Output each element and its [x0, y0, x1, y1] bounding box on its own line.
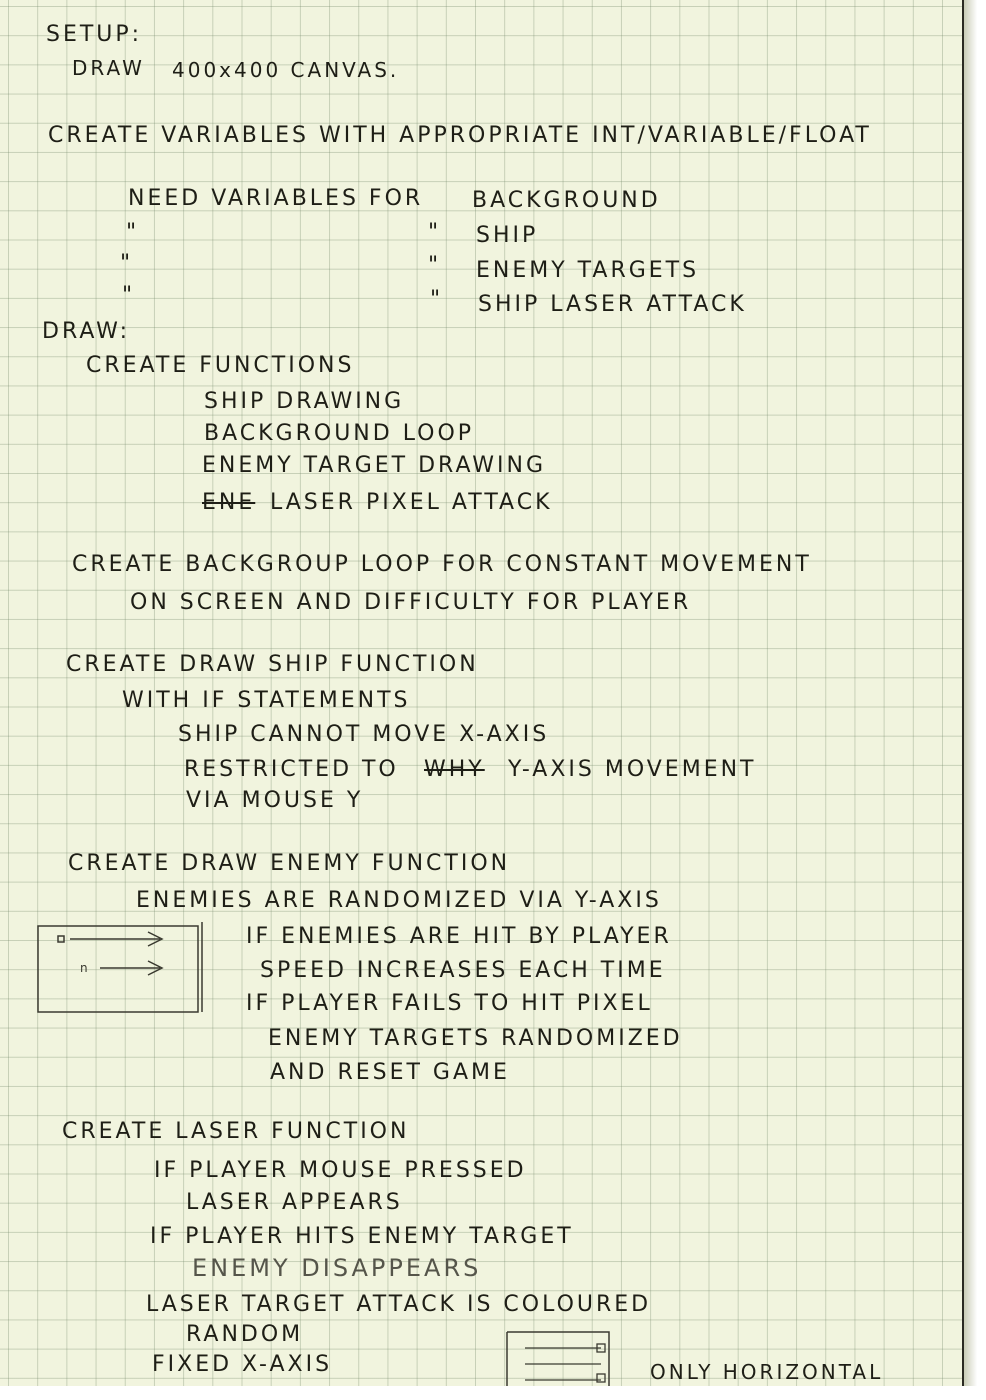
page-bottom-edge — [0, 1386, 986, 1400]
background-loop-line: ON SCREEN AND DIFFICULTY FOR PLAYER — [130, 590, 692, 615]
ditto-mark: " — [120, 251, 134, 276]
function-item: LASER PIXEL ATTACK — [270, 490, 553, 515]
ditto-mark: " — [122, 283, 136, 308]
enemy-function-heading: CREATE DRAW ENEMY FUNCTION — [68, 851, 511, 876]
laser-function-heading: CREATE LASER FUNCTION — [62, 1119, 410, 1144]
ship-function-line: SHIP CANNOT MOVE X-AXIS — [178, 722, 550, 747]
page-edge — [962, 0, 986, 1400]
enemy-function-line: IF PLAYER FAILS TO HIT PIXEL — [246, 991, 653, 1016]
variable-item: SHIP LASER ATTACK — [478, 292, 747, 317]
laser-sketch-note: ONLY HORIZONTAL — [650, 1360, 884, 1384]
laser-function-line: IF PLAYER HITS ENEMY TARGET — [150, 1224, 574, 1249]
ship-function-line: WITH IF STATEMENTS — [122, 688, 411, 713]
ditto-mark: " — [428, 220, 442, 245]
setup-draw-label: DRAW — [72, 56, 145, 80]
function-item: ENEMY TARGET DRAWING — [202, 453, 547, 478]
need-variables-label: NEED VARIABLES FOR — [128, 186, 424, 211]
ship-function-heading: CREATE DRAW SHIP FUNCTION — [66, 652, 479, 677]
variable-item: SHIP — [476, 223, 539, 248]
variable-item: BACKGROUND — [472, 188, 661, 213]
variable-item: ENEMY TARGETS — [476, 258, 700, 283]
enemy-function-line: AND RESET GAME — [270, 1060, 510, 1085]
svg-text:n: n — [80, 961, 88, 975]
ditto-mark: " — [428, 253, 442, 278]
struck-out-word: ENE — [202, 490, 256, 515]
laser-function-line: ENEMY DISAPPEARS — [192, 1254, 482, 1282]
enemy-function-line: SPEED INCREASES EACH TIME — [260, 958, 666, 983]
setup-canvas-size: 400x400 CANVAS. — [172, 58, 400, 82]
create-functions-label: CREATE FUNCTIONS — [86, 353, 355, 378]
struck-out-word: WHY — [424, 757, 485, 782]
ship-function-line: Y-AXIS MOVEMENT — [508, 757, 757, 782]
background-loop-line: CREATE BACKGROUP LOOP FOR CONSTANT MOVEMENT — [72, 552, 812, 577]
draw-heading: DRAW: — [42, 319, 131, 344]
laser-function-line: IF PLAYER MOUSE PRESSED — [154, 1158, 527, 1183]
laser-function-line: RANDOM — [186, 1322, 304, 1347]
enemy-function-line: IF ENEMIES ARE HIT BY PLAYER — [246, 924, 672, 949]
variables-intro: CREATE VARIABLES WITH APPROPRIATE INT/VARIABLE/FLOAT — [48, 123, 872, 148]
function-item: SHIP DRAWING — [204, 389, 405, 414]
enemy-function-line: ENEMY TARGETS RANDOMIZED — [268, 1026, 683, 1051]
laser-function-line: LASER APPEARS — [186, 1190, 403, 1215]
laser-function-line: LASER TARGET ATTACK IS COLOURED — [146, 1292, 652, 1317]
ditto-mark: " — [126, 220, 140, 245]
enemy-movement-sketch — [30, 920, 210, 1020]
setup-heading: SETUP: — [46, 22, 143, 47]
ship-function-line: RESTRICTED TO — [184, 757, 399, 782]
ditto-mark: " — [430, 287, 444, 312]
ship-function-line: VIA MOUSE Y — [186, 788, 364, 813]
enemy-function-line: ENEMIES ARE RANDOMIZED VIA Y-AXIS — [136, 888, 662, 913]
laser-function-line: FIXED X-AXIS — [152, 1352, 333, 1377]
function-item: BACKGROUND LOOP — [204, 421, 475, 446]
